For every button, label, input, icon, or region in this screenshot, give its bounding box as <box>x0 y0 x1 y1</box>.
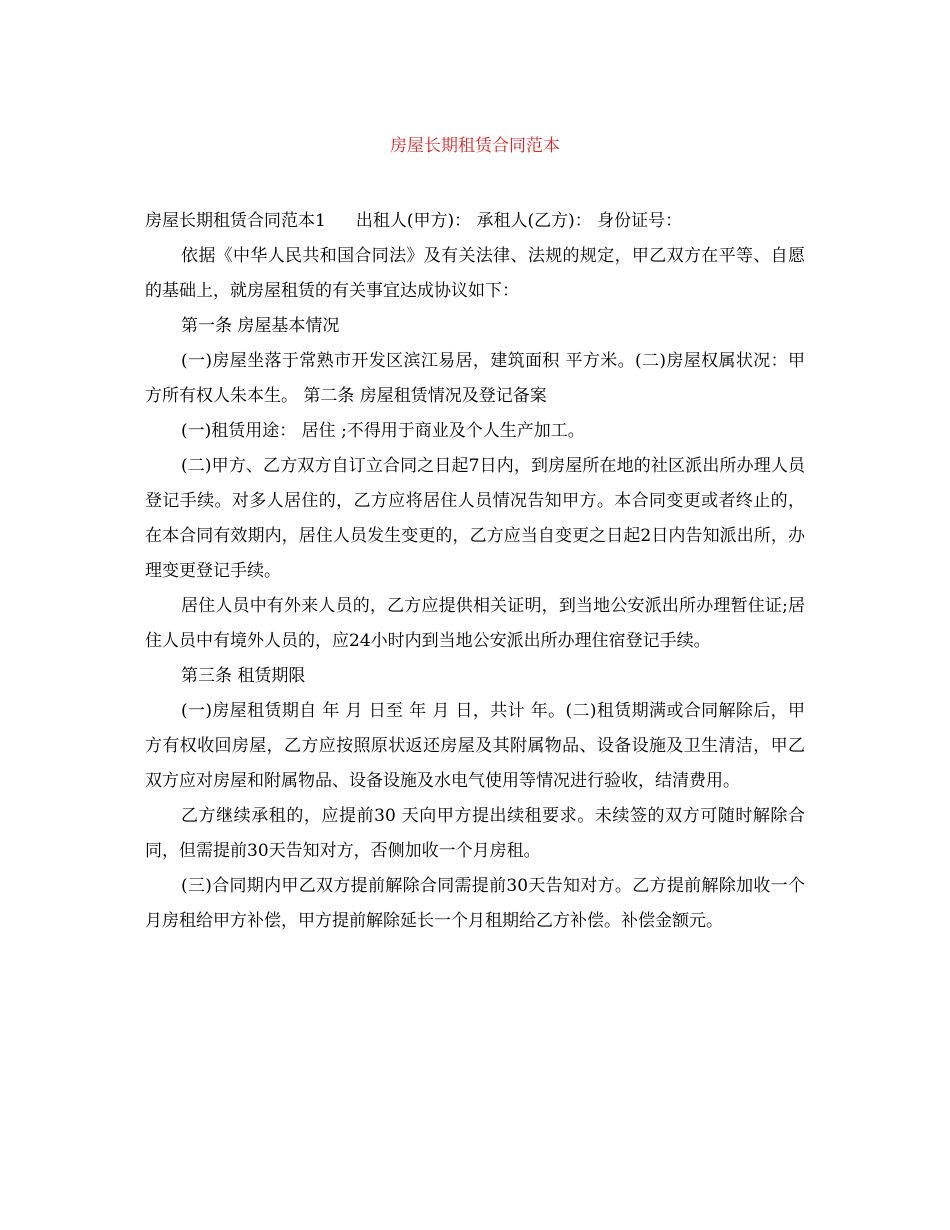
paragraph-lease-term: (一)房屋租赁期自 年 月 日至 年 月 日，共计 年。(二)租赁期满或合同解除后，甲方有权收回房屋，乙方应按照原状返还房屋及其附属物品、设备设施及卫生清洁，甲乙双方应对房屋和附属物品、设备设施及水电气使用等情况进行验收，结清费用。 <box>145 701 805 791</box>
paragraph-basis: 依据《中华人民共和国合同法》及有关法律、法规的规定，甲乙双方在平等、自愿的基础上，就房屋租赁的有关事宜达成协议如下： <box>145 246 805 301</box>
paragraph-early-termination: (三)合同期内甲乙双方提前解除合同需提前30天告知对方。乙方提前解除加收一个月房租给甲方补偿，甲方提前解除延长一个月租期给乙方补偿。补偿金额元。 <box>145 876 805 931</box>
document-body <box>145 204 805 939</box>
paragraph-house-location: (一)房屋坐落于常熟市开发区滨江易居，建筑面积 平方米。(二)房屋权属状况：甲方所有权人朱本生。 第二条 房屋租赁情况及登记备案 <box>145 351 805 406</box>
article-1-heading: 第一条 房屋基本情况 <box>181 316 340 336</box>
paragraph-renewal: 乙方继续承租的，应提前30 天向甲方提出续租要求。未续签的双方可随时解除合同，但需提前30天告知对方，否侧加收一个月房租。 <box>145 806 805 861</box>
paragraph-lease-purpose: (一)租赁用途： 居住 ;不得用于商业及个人生产加工。 <box>181 421 585 441</box>
header-line-parties: 出租人(甲方)： 承租人(乙方)： 身份证号： <box>355 211 683 231</box>
paragraph-registration: (二)甲方、乙方双方自订立合同之日起7日内，到房屋所在地的社区派出所办理人员登记手续。对多人居住的，乙方应将居住人员情况告知甲方。本合同变更或者终止的，在本合同有效期内，居住人员发生变更的，乙方应当自变更之日起2日内告知派出所，办理变更登记手续。 <box>145 456 805 581</box>
header-line <box>145 204 805 239</box>
article-3-heading: 第三条 租赁期限 <box>181 666 306 686</box>
header-line-label: 房屋长期租赁合同范本1 <box>145 211 326 231</box>
paragraph-outside-residents: 居住人员中有外来人员的，乙方应提供相关证明，到当地公安派出所办理暂住证;居住人员中有境外人员的，应24小时内到当地公安派出所办理住宿登记手续。 <box>145 596 805 651</box>
document-title: 房屋长期租赁合同范本 <box>390 136 560 156</box>
